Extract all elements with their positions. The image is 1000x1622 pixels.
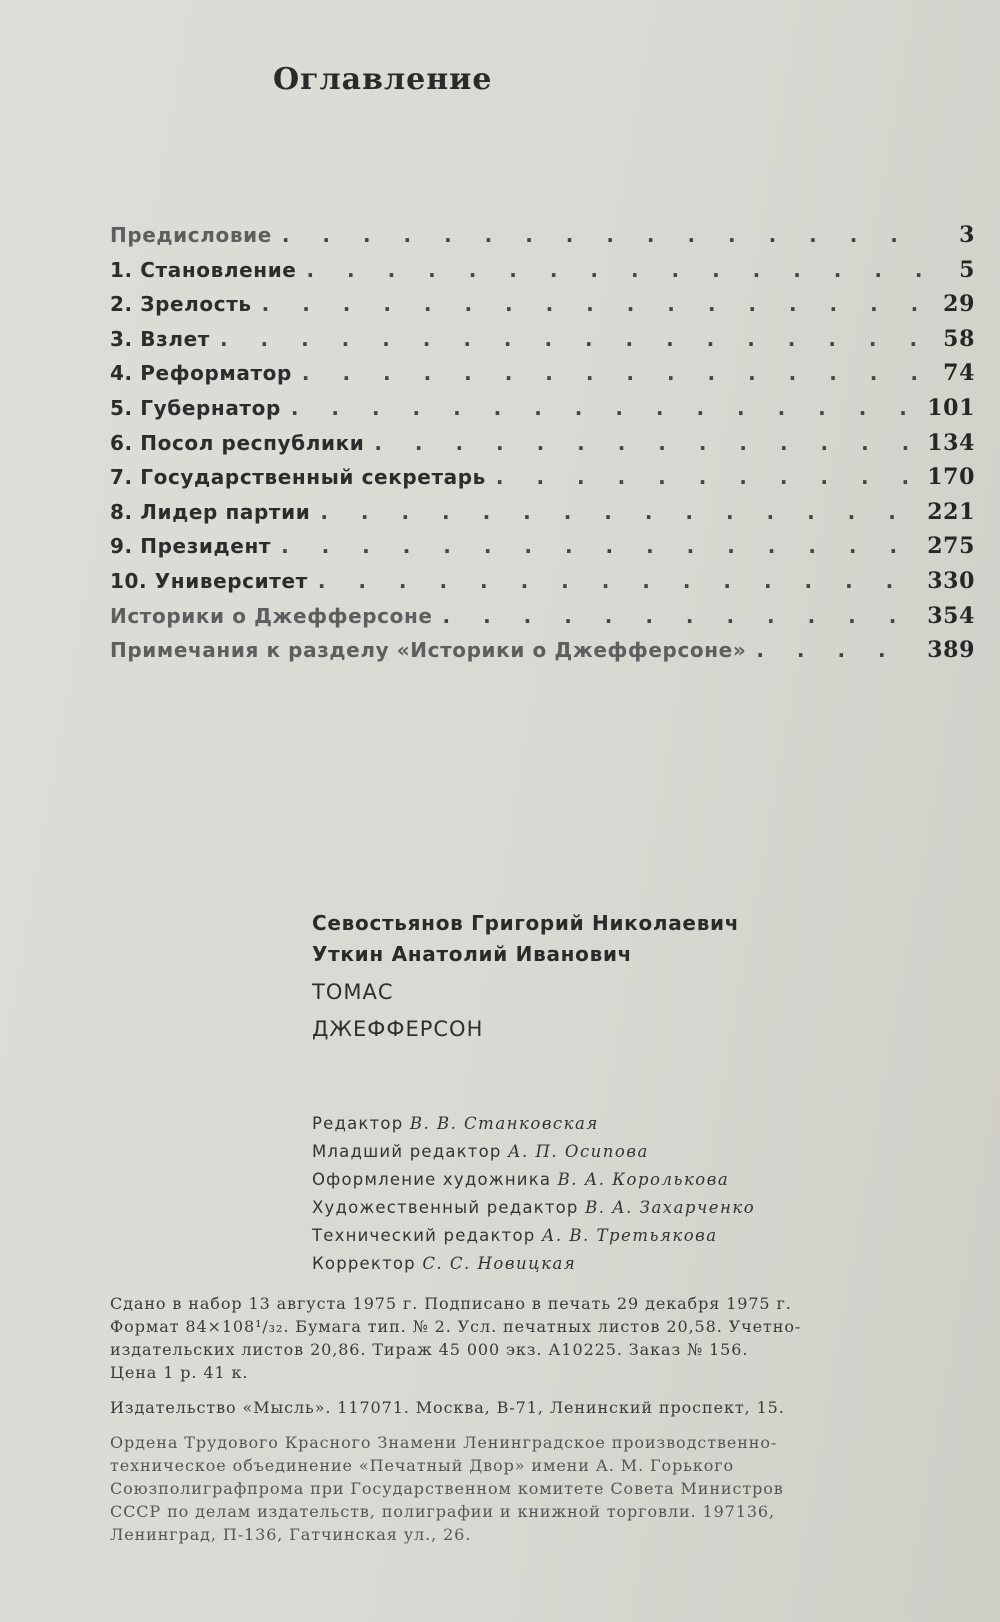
- toc-entry-page: 221: [927, 498, 975, 525]
- credit-line: [312, 1110, 755, 1138]
- credit-person: В. В. Станковская: [409, 1114, 599, 1133]
- toc-entry: [110, 257, 975, 292]
- toc-entry: [110, 395, 975, 430]
- toc-entry-page: 134: [927, 429, 975, 456]
- toc-entry-label: 10. Университет: [110, 568, 308, 593]
- imprint-line: издательских листов 20,86. Тираж 45 000 экз. А10225. Заказ № 156.: [110, 1340, 749, 1359]
- credit-line: [312, 1166, 755, 1194]
- toc-leader-dots: [318, 569, 917, 593]
- toc-leader-dots: [281, 534, 917, 558]
- printer-info: [110, 1431, 975, 1546]
- toc-entry-label: Примечания к разделу «Историки о Джефферсоне»: [110, 638, 747, 663]
- toc-leader-dots: [443, 604, 918, 628]
- toc-leader-dots: [496, 465, 917, 489]
- toc-entry-label: 1. Становление: [110, 257, 297, 282]
- toc-entry-page: 275: [927, 533, 975, 560]
- toc-entry-page: 330: [927, 567, 975, 594]
- toc-entry-label: 6. Посол республики: [110, 430, 365, 455]
- book-title: [312, 974, 739, 1048]
- toc-entry: [110, 568, 975, 603]
- toc-entry: [110, 430, 975, 465]
- toc-entry: [110, 464, 975, 499]
- toc-leader-dots: [756, 638, 917, 662]
- toc-entry-label: 5. Губернатор: [110, 395, 281, 420]
- author-name: Уткин Анатолий Иванович: [312, 942, 633, 966]
- credit-person: В. А. Захарченко: [585, 1198, 756, 1217]
- toc-leader-dots: [320, 500, 917, 524]
- credit-person: В. А. Королькова: [557, 1170, 730, 1189]
- imprint-line: техническое объединение «Печатный Двор» имени А. М. Горького: [110, 1456, 735, 1475]
- credit-person: С. С. Новицкая: [422, 1254, 577, 1273]
- toc-entry-label: 7. Государственный секретарь: [110, 465, 486, 490]
- toc-leader-dots: [262, 292, 925, 316]
- credit-line: [312, 1138, 755, 1166]
- toc-entry-label: 2. Зрелость: [110, 292, 252, 317]
- publisher-info: [110, 1396, 975, 1419]
- toc-entry-label: Историки о Джефферсоне: [110, 603, 433, 628]
- toc-entry-label: 4. Реформатор: [110, 361, 292, 386]
- credit-line: [312, 1194, 755, 1222]
- credit-role: Технический редактор: [312, 1226, 536, 1245]
- imprint-line: Сдано в набор 13 августа 1975 г. Подписано в печать 29 декабря 1975 г.: [110, 1294, 792, 1313]
- credit-role: Оформление художника: [312, 1170, 552, 1189]
- credit-line: [312, 1250, 755, 1278]
- author-name: Севостьянов Григорий Николаевич: [312, 911, 740, 935]
- toc-entry-page: 29: [943, 291, 975, 318]
- credit-role: Редактор: [312, 1114, 404, 1133]
- book-title-line: ДЖЕФФЕРСОН: [312, 1017, 484, 1041]
- toc-leader-dots: [306, 258, 925, 282]
- imprint-line: Ленинград, П-136, Гатчинская ул., 26.: [110, 1525, 472, 1544]
- toc-leader-dots: [282, 223, 925, 247]
- book-info: [312, 908, 739, 1048]
- imprint-line: Цена 1 р. 41 к.: [110, 1363, 249, 1382]
- toc-entry: [110, 637, 975, 672]
- toc-entry-page: 354: [927, 602, 975, 629]
- toc-entry-page: 74: [943, 360, 975, 387]
- toc-entry-label: 9. Президент: [110, 534, 272, 559]
- toc-entry-page: 389: [927, 637, 975, 664]
- contents-title: Оглавление: [273, 62, 493, 97]
- toc-entry: [110, 360, 975, 395]
- print-info: [110, 1292, 975, 1384]
- toc-entry-page: 3: [959, 222, 975, 248]
- imprint: [110, 1292, 975, 1558]
- book-title-line: ТОМАС: [312, 980, 394, 1004]
- toc-leader-dots: [374, 431, 917, 455]
- toc-entry-page: 5: [959, 256, 975, 283]
- imprint-line: Издательство «Мысль». 117071. Москва, В-71, Ленинский проспект, 15.: [110, 1398, 785, 1417]
- credits-list: [312, 1110, 755, 1278]
- toc-leader-dots: [302, 361, 925, 385]
- toc-entry: [110, 326, 975, 361]
- imprint-line: Ордена Трудового Красного Знамени Ленинградское производственно-: [110, 1433, 778, 1452]
- imprint-line: Формат 84×108¹/₃₂. Бумага тип. № 2. Усл. печатных листов 20,58. Учетно-: [110, 1317, 802, 1336]
- credit-person: А. В. Третьякова: [541, 1226, 718, 1245]
- imprint-line: Союзполиграфпрома при Государственном комитете Совета Министров: [110, 1479, 784, 1498]
- toc-entry-page: 58: [943, 325, 975, 352]
- toc-leader-dots: [220, 327, 925, 351]
- table-of-contents: [110, 222, 975, 672]
- credit-role: Корректор: [312, 1254, 416, 1273]
- toc-entry: [110, 603, 975, 638]
- toc-entry-page: 101: [927, 394, 975, 421]
- toc-entry-label: 8. Лидер партии: [110, 499, 311, 524]
- toc-entry-label: Предисловие: [110, 223, 272, 247]
- toc-entry: [110, 499, 975, 534]
- credit-role: Художественный редактор: [312, 1198, 579, 1217]
- imprint-line: СССР по делам издательств, полиграфии и книжной торговли. 197136,: [110, 1502, 775, 1521]
- toc-entry-page: 170: [927, 464, 975, 491]
- toc-entry: [110, 222, 975, 257]
- toc-entry: [110, 533, 975, 568]
- toc-leader-dots: [291, 396, 917, 420]
- credit-line: [312, 1222, 755, 1250]
- toc-entry: [110, 291, 975, 326]
- credit-person: А. П. Осипова: [508, 1142, 649, 1161]
- toc-entry-label: 3. Взлет: [110, 326, 210, 351]
- credit-role: Младший редактор: [312, 1142, 502, 1161]
